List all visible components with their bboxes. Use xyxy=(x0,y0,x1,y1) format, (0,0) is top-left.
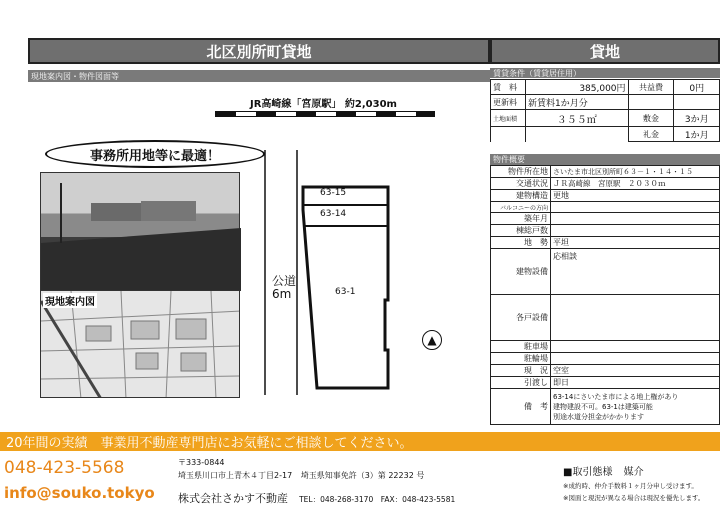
overview-label: 物件概要 xyxy=(490,154,720,165)
row-label: 地 勢 xyxy=(491,237,551,249)
row-value xyxy=(551,341,720,353)
overview-table xyxy=(490,165,720,425)
remark-line: 建物建設不可。63-1は建築可能 xyxy=(553,402,653,411)
row-value: 応相談 xyxy=(551,249,720,295)
conditions-table xyxy=(490,79,720,142)
row-label: 建物設備 xyxy=(491,249,551,295)
address: 埼玉県川口市上青木４丁目2-17 xyxy=(178,471,293,480)
callout-text: 事務所用地等に最適！ xyxy=(89,148,220,164)
north-arrow-icon: ▲ xyxy=(422,330,442,350)
row-value: ＪＲ高崎線 宮原駅 ２０３０ｍ xyxy=(551,178,720,190)
parcel-63-15: 63-15 xyxy=(320,188,347,198)
remark-line: 63-14にさいたま市による地上権があり xyxy=(553,392,679,401)
row-label: 備 考 xyxy=(491,389,551,425)
callout-bubble xyxy=(45,140,265,168)
row-label: 駐輪場 xyxy=(491,353,551,365)
common-label: 共益費 xyxy=(628,80,674,95)
row-label: 現 況 xyxy=(491,365,551,377)
key-value: 1か月 xyxy=(674,127,720,142)
company-line xyxy=(178,487,455,506)
map-label: 現地案内図 xyxy=(43,293,97,308)
row-label: 物件所在地 xyxy=(491,166,551,178)
transaction-value: 媒介 xyxy=(623,467,644,478)
location-map xyxy=(40,290,240,398)
row-label: 棟総戸数 xyxy=(491,225,551,237)
renewal-value: 新賃料1か月分 xyxy=(526,95,629,110)
note-fee: ※成約時、仲介手数料１ヶ月分申し受けます。 xyxy=(563,482,698,490)
deposit-label: 敷金 xyxy=(628,110,674,127)
road-width: 6m xyxy=(272,287,292,301)
renewal-label: 更新料 xyxy=(491,95,526,110)
row-value: さいたま市北区別所町６３－１・１４・１５ xyxy=(551,166,720,178)
row-value: 空室 xyxy=(551,365,720,377)
row-label: バルコニーの方向 xyxy=(491,202,551,213)
road-label: 公道 xyxy=(272,274,297,288)
rent-value: 385,000円 xyxy=(526,80,629,95)
station-label: JR高崎線「宮原駅」 約2,030m xyxy=(250,99,397,110)
section-label: 現地案内図・物件図面等 xyxy=(28,70,490,82)
key-label: 礼金 xyxy=(628,127,674,142)
row-value: 即日 xyxy=(551,377,720,389)
tel-fax: TEL：048-268-3170 FAX：048-423-5581 xyxy=(299,495,456,504)
license: 埼玉県知事免許（3）第 22232 号 xyxy=(300,471,425,480)
remarks-cell xyxy=(551,389,720,425)
photo-drawing xyxy=(41,173,241,291)
row-value xyxy=(551,213,720,225)
rent-label: 賃 料 xyxy=(491,80,526,95)
area-label: 土地面積 xyxy=(491,110,526,127)
row-value: 平坦 xyxy=(551,237,720,249)
row-value xyxy=(551,225,720,237)
transaction-label: ■取引態様 xyxy=(563,467,613,478)
banner-text: 20年間の実績 事業用不動産専門店にお気軽にご相談してください。 xyxy=(6,436,413,451)
transaction-type xyxy=(563,463,644,478)
deposit-value: 3か月 xyxy=(674,110,720,127)
row-value xyxy=(551,353,720,365)
footer-banner xyxy=(0,432,720,451)
row-value xyxy=(551,202,720,213)
conditions-label: 賃貸条件（賃貸居住用） xyxy=(490,68,720,78)
row-label: 引渡し xyxy=(491,377,551,389)
row-label: 建物構造 xyxy=(491,190,551,202)
postal-code: 〒333-0844 xyxy=(178,458,225,467)
row-label: 駐車場 xyxy=(491,341,551,353)
phone-number: 048-423-5568 xyxy=(4,458,125,478)
scale-bar xyxy=(215,111,435,117)
row-label: 各戸設備 xyxy=(491,295,551,341)
company-address xyxy=(178,470,424,481)
parcel-63-14: 63-14 xyxy=(320,209,347,219)
category-title: 貸地 xyxy=(490,38,720,64)
property-title: 北区別所町貸地 xyxy=(28,38,490,64)
parcel-63-1: 63-1 xyxy=(335,287,356,297)
area-value: ３５５㎡ xyxy=(526,110,629,127)
site-photo xyxy=(40,172,240,290)
row-label: 築年月 xyxy=(491,213,551,225)
note-priority: ※図面と現況が異なる場合は現況を優先します。 xyxy=(563,494,705,502)
email-address[interactable]: info@souko.tokyo xyxy=(4,484,155,502)
row-value: 更地 xyxy=(551,190,720,202)
row-label: 交通状況 xyxy=(491,178,551,190)
row-value xyxy=(551,295,720,341)
company-name: 株式会社さかす不動産 xyxy=(178,492,288,505)
common-value: 0円 xyxy=(674,80,720,95)
remark-line: 別途水道分担金がかかります xyxy=(553,412,644,421)
right-panel xyxy=(490,38,720,430)
